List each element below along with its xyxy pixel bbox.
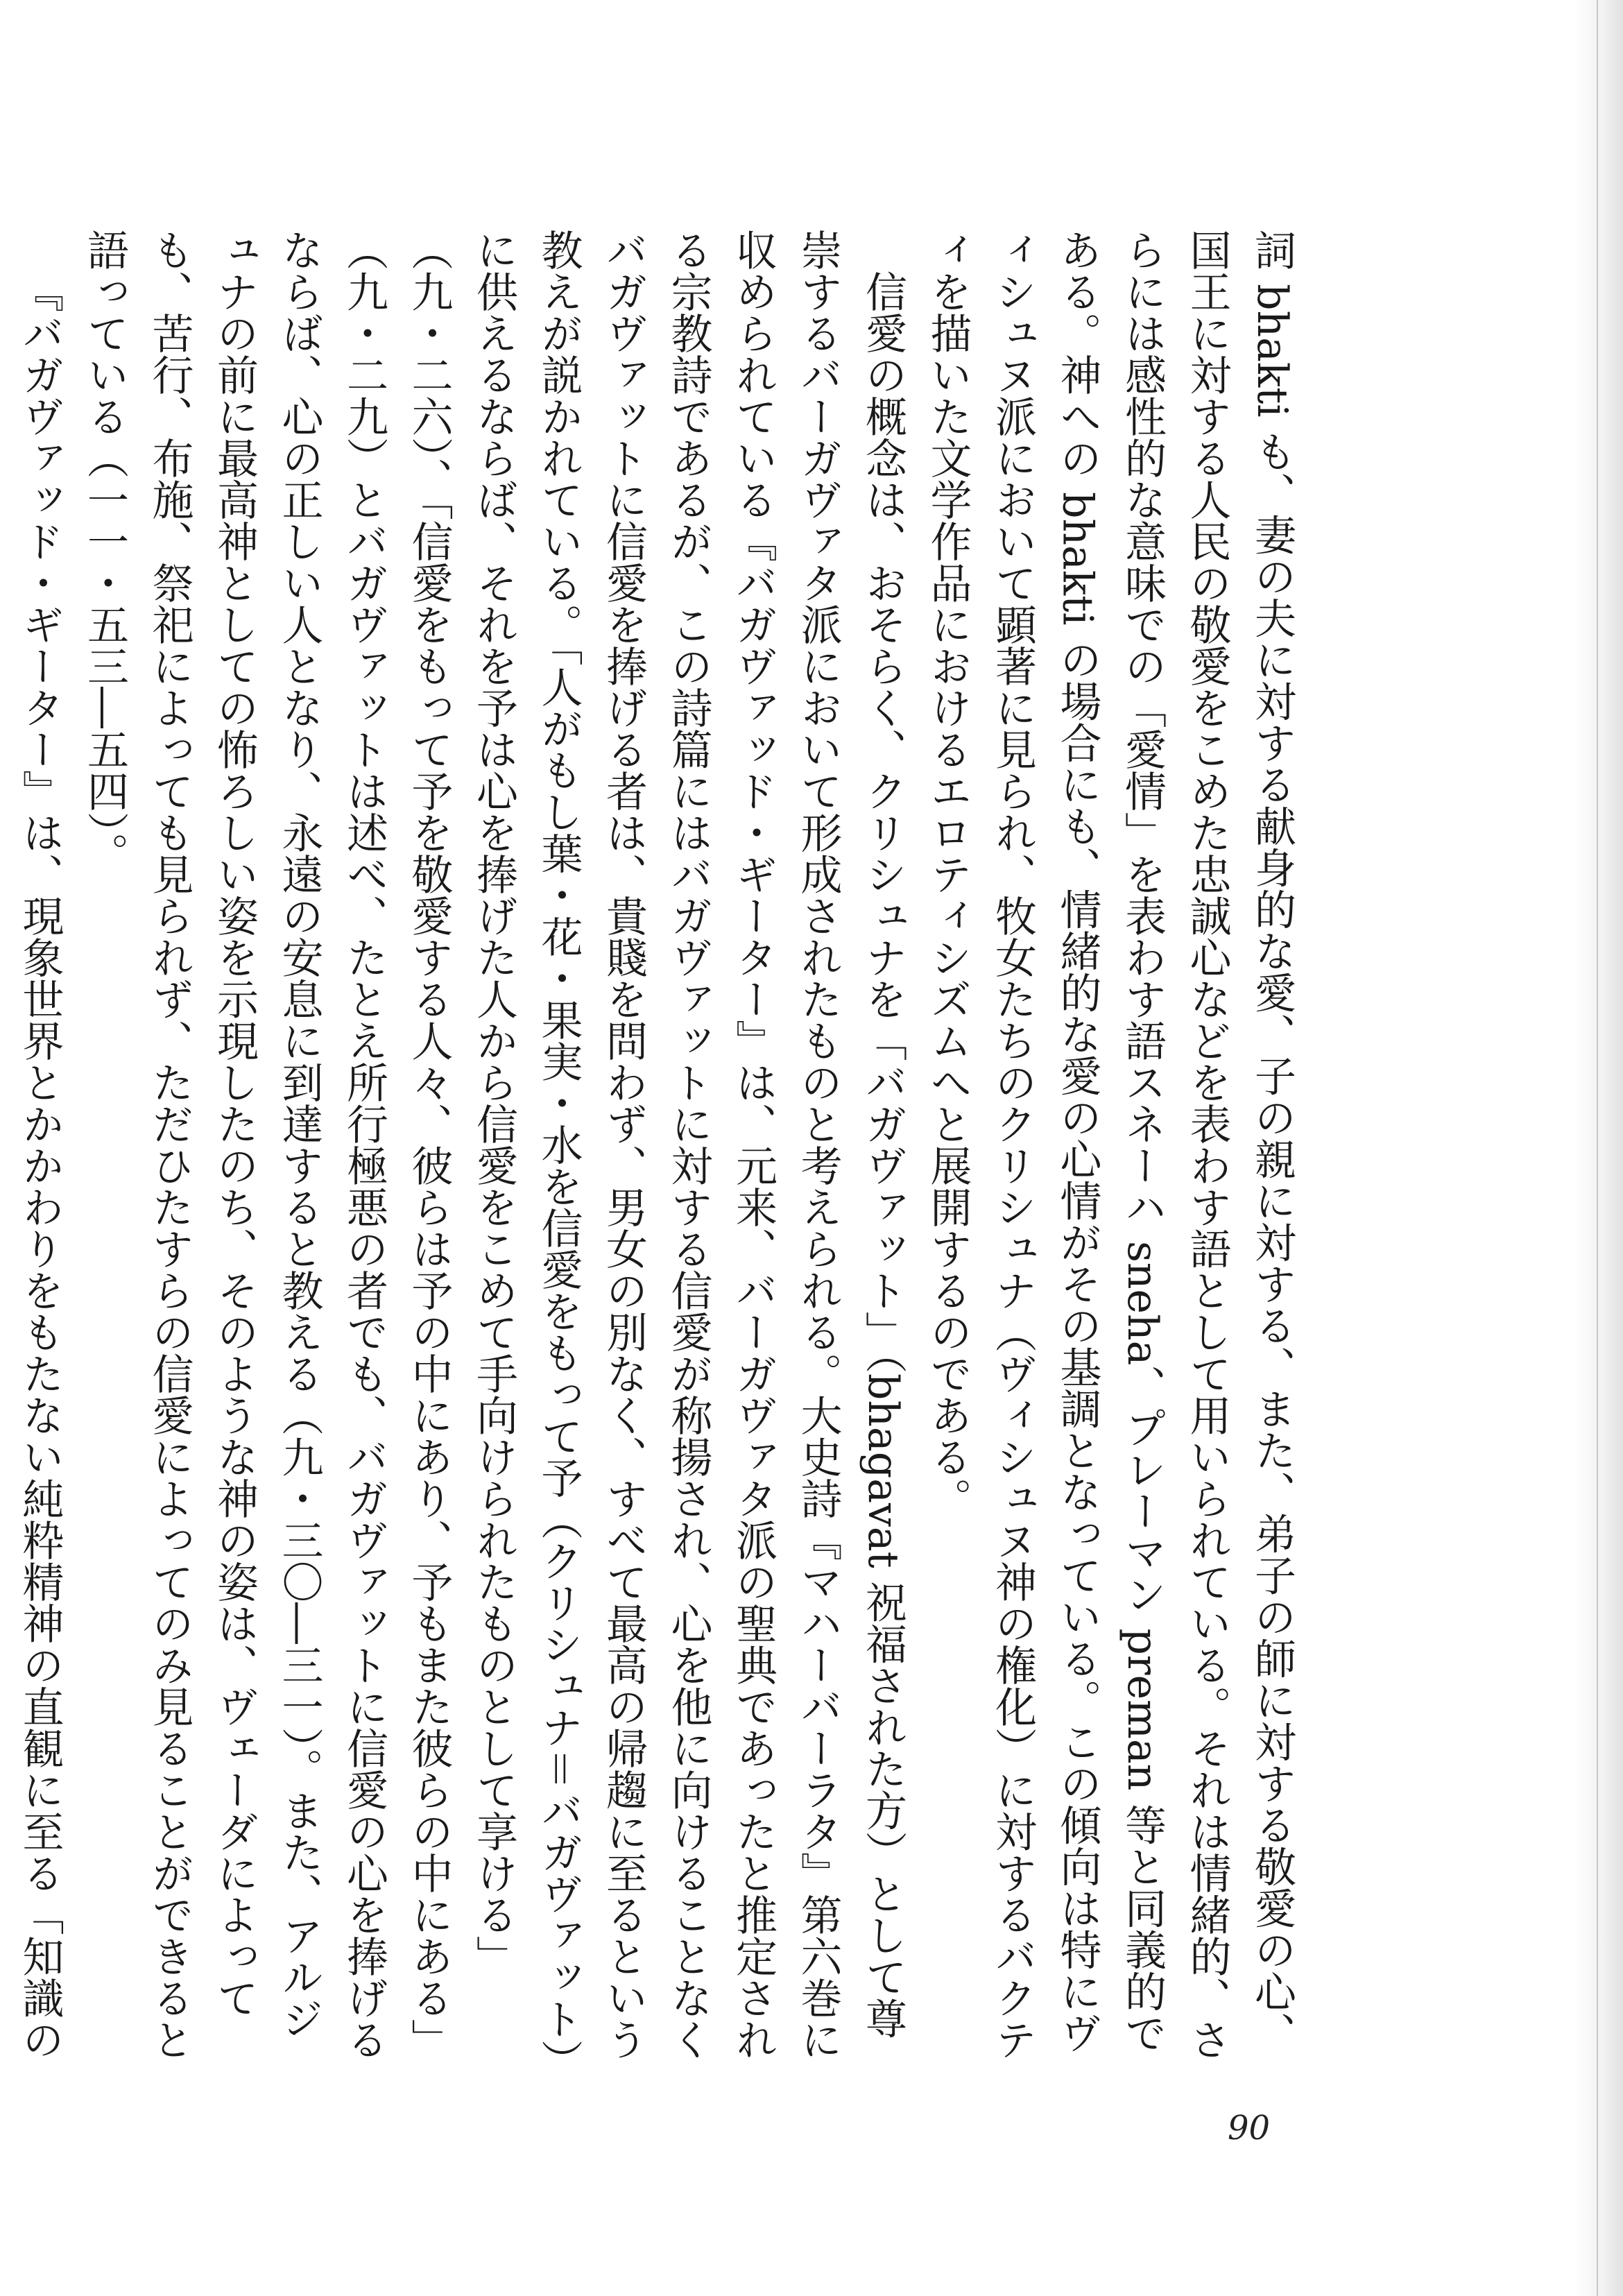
page-number: 90 (1228, 2109, 1271, 2148)
vertical-text-body (15, 229, 1304, 2074)
paragraph-2: 信愛の概念は、おそらく、クリシュナを「バガヴァット」（bhagavat 祝福された方）として尊崇するバーガヴァタ派において形成されたものと考えられる。大史詩『マハーバーラタ』第六巻に収められている『バガヴァッド・ギーター』は、元来、バーガヴァタ派の聖典であったと推定される宗教詩であるが、この詩篇にはバガヴァットに対する信愛が称揚され、心を他に向けることなくバガヴァットに信愛を捧げる者は、貴賤を問わず、男女の別なく、すべて最高の帰趨に至るという教えが説かれている。「人がもし葉・花・果実・水を信愛をもって予（クリシュナ＝バガヴァット）に供えるならば、それを予は心を捧げた人から信愛をこめて手向けられたものとして享ける」（九・二六）、「信愛をもって予を敬愛する人々、彼らは予の中にあり、予もまた彼らの中にある」（九・二九）とバガヴァットは述べ、たとえ所行極悪の者でも、バガヴァットに信愛の心を捧げるならば、心の正しい人となり、永遠の安息に到達すると教える（九・三〇―三一）。また、アルジュナの前に最高神としての怖ろしい姿を示現したのち、そのような神の姿は、ヴェーダによっても、苦行、布施、祭祀によっても見られず、ただひたすらの信愛によってのみ見ることができると語っている（一一・五三―五四）。 (80, 229, 907, 2060)
paragraph-1: 詞 bhakti も、妻の夫に対する献身的な愛、子の親に対する、また、弟子の師に対する敬愛の心、国王に対する人民の敬愛をこめた忠誠心などを表わす語として用いられている。それは情緒的、さらには感性的な意味での「愛情」を表わす語スネーハ sneha、プレーマン preman 等と同義的である。神への bhakti の場合にも、情緒的な愛の心情がその基調となっている。この傾向は特にヴィシュヌ派において顕著に見られ、牧女たちのクリシュナ（ヴィシュヌ神の権化）に対するバクティを描いた文学作品におけるエロティシズムへと展開するのである。 (923, 229, 1296, 2060)
page-gutter-shadow (1574, 0, 1623, 2296)
paragraph-3: 『バガヴァッド・ギーター』は、現象世界とかかわりをもたない純粋精神の直観に至る「知識の (15, 271, 65, 2060)
page-gutter-line (1597, 0, 1598, 2296)
